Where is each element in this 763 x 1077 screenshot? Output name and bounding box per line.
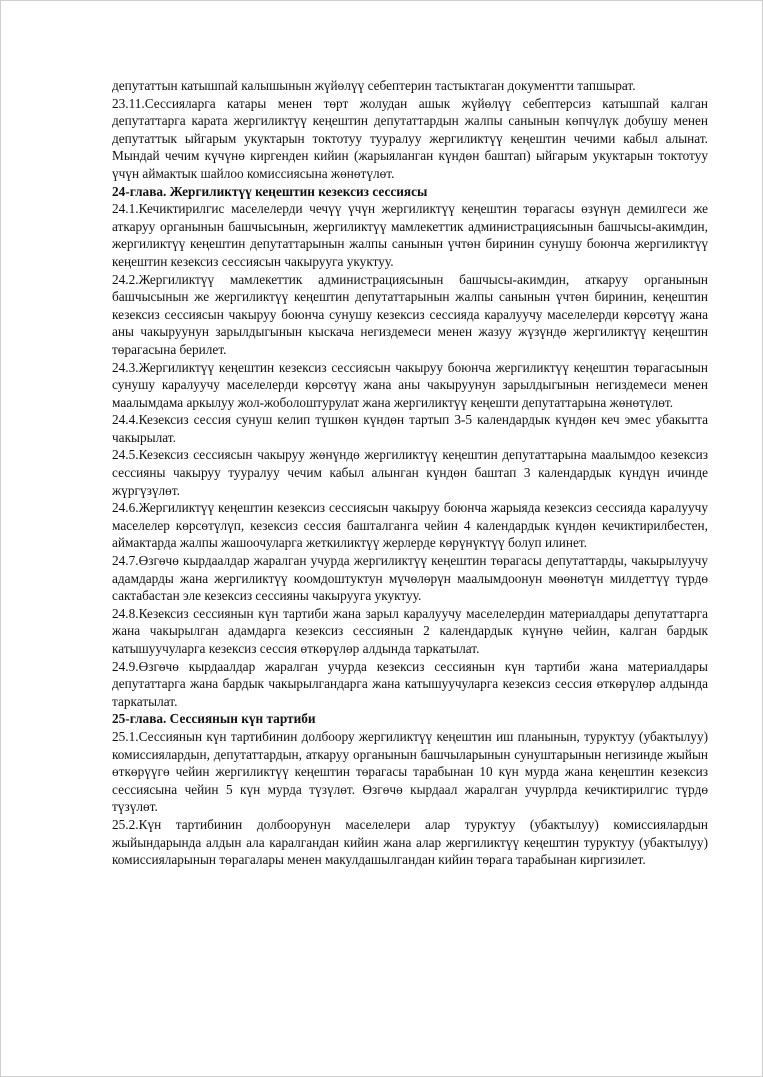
paragraph-24-4: 24.4.Кезексиз сессия сунуш келип түшкөн күндөн тартып 3-5 календардык күндөн кеч эмес убакытта чакырылат. (112, 412, 708, 445)
paragraph-24-7: 24.7.Өзгөчө кырдаалдар жаралган учурда жергиликтүү кеңештин төрагасы депутаттарды, чакырылуучу адамдарды жана жергиликтүү коомдоштуктун мүчөлөрүн маалымдоонун мөөнөтүн милдеттүү түрдө сактабастан эле кезексиз сессияны чакырууга укуктуу. (112, 553, 708, 604)
paragraph-24-6: 24.6.Жергиликтүү кеңештин кезексиз сессиясын чакыруу боюнча жарыяда кезексиз сессияда каралуучу маселелер көрсөтүлүп, кезексиз сессия башталганга чейин 4 календардык күндөн кечиктирилбестен, аймактарда жалпы жашоочуларга жеткиликтүү жерлерде көрүнүктүү болуп илинет. (112, 500, 708, 551)
paragraph-24-8: 24.8.Кезексиз сессиянын күн тартиби жана зарыл каралуучу маселелердин материалдары депутаттарга жана чакырылган адамдарга кезексиз сессиянын 2 календардык күнүнө чейин, калган бардык катышуучуларга кезексиз сессия өткөрүлөр алдында таркатылат. (112, 605, 708, 656)
document-body (112, 77, 708, 869)
paragraph-24-3: 24.3.Жергиликтүү кеңештин кезексиз сессиясын чакыруу боюнча жергиликтүү кеңештин төрагасынын сунушу каралуучу маселелерди көрсөтүү жана аны чакыруунун зарылдыгынын негиздемеси менен маалымдама аркылуу жол-жоболоштурулат жана жергиликтүү кеңешти депутаттарына жөнөтүлөт. (112, 359, 708, 410)
paragraph: депутаттын катышпай калышынын жүйөлүү себептерин тастыктаган документти тапшырат. (112, 78, 636, 93)
paragraph-24-5: 24.5.Кезексиз сессиясын чакыруу жөнүндө жергиликтүү кеңештин депутаттарына маалымдоо кезексиз сессияны чакыруу тууралуу чечим кабыл алынган күндөн баштап 3 календардык күндүн ичинде жүргүзүлөт. (112, 447, 708, 498)
paragraph-23-11: 23.11.Сессияларга катары менен төрт жолудан ашык жүйөлүү себептерсиз катышпай калган депутаттарга карата жергиликтүү кеңештин депутаттардын жалпы санынын көпчүлүк добушу менен депутаттык ыйгарым укуктарын токтотуу тууралуу жергиликтүү кеңештин чечими кабыл алынат. Мындай чечим күчүнө киргенден кийин (жарыяланган күндөн баштап) ыйгарым укуктарын токтотуу үчүн аймактык шайлоо комиссиясына жөнөтүлөт. (112, 95, 708, 181)
paragraph-24-2: 24.2.Жергиликтүү мамлекеттик администрациясынын башчысы-акимдин, аткаруу органынын башчысынын же жергиликтүү кеңештин депутаттарынын жалпы санынын үчтөн биринин, кеңештин кезексиз сессиясын чакыруу боюнча сунушу кезексиз сессияда каралуучу маселелерди көрсөтүү жана аны чакыруунун зарылдыгынын кыскача негиздемеси менен жазуу жүзүндө жергиликтүү кеңештин төрагасына берилет. (112, 271, 708, 357)
paragraph-24-9: 24.9.Өзгөчө кырдаалдар жаралган учурда кезексиз сессиянын күн тартиби жана материалдары депутаттарга жана бардык чакырылгандарга жана катышуучуларга кезексиз сессия өткөрүлөр алдында таркатылат. (112, 658, 708, 709)
chapter-24-heading: 24-глава. Жергиликтүү кеңештин кезексиз сессиясы (112, 183, 428, 199)
chapter-25-heading: 25-глава. Сессиянын күн тартиби (112, 711, 316, 727)
paragraph-25-2: 25.2.Күн тартибинин долбоорунун маселелери алар туруктуу (убактылуу) комиссиялардын жыйындарында алдын ала каралгандан кийин жана алар жергиликтүү кеңештин туруктуу (убактылуу) комиссияларынын төрагалары менен макулдашылгандан кийин төрага тарабынан киргизилет. (112, 816, 708, 868)
paragraph-24-1: 24.1.Кечиктирилгис маселелерди чечүү үчүн жергиликтүү кеңештин төрагасы өзүнүн демилгеси же аткаруу органынын башчысынын, жергиликтүү мамлекеттик администрациясынын башчысы-акимдин, жергиликтүү кеңештин депутаттарынын жалпы санынын үчтөн биринин сунушу боюнча жергиликтүү кеңештин кезексиз сессиясын чакырууга укуктуу. (112, 201, 708, 269)
paragraph-25-1: 25.1.Сессиянын күн тартибинин долбоору жергиликтүү кеңештин иш планынын, туруктуу (убактылуу) комиссиялардын, депутаттардын, аткаруу органынын башчыларынын сунуштарынын негизинде жыйын өткөрүүгө чейин жергиликтүү кеңештин төрагасы тарабынан 10 күн мурда жана кеңештин кезексиз сессиясына чейин 5 күн мурда түзүлөт. Өзгөчө кырдаал жаралган учурлрда кечиктирилгис түрдө түзүлөт. (112, 728, 708, 815)
